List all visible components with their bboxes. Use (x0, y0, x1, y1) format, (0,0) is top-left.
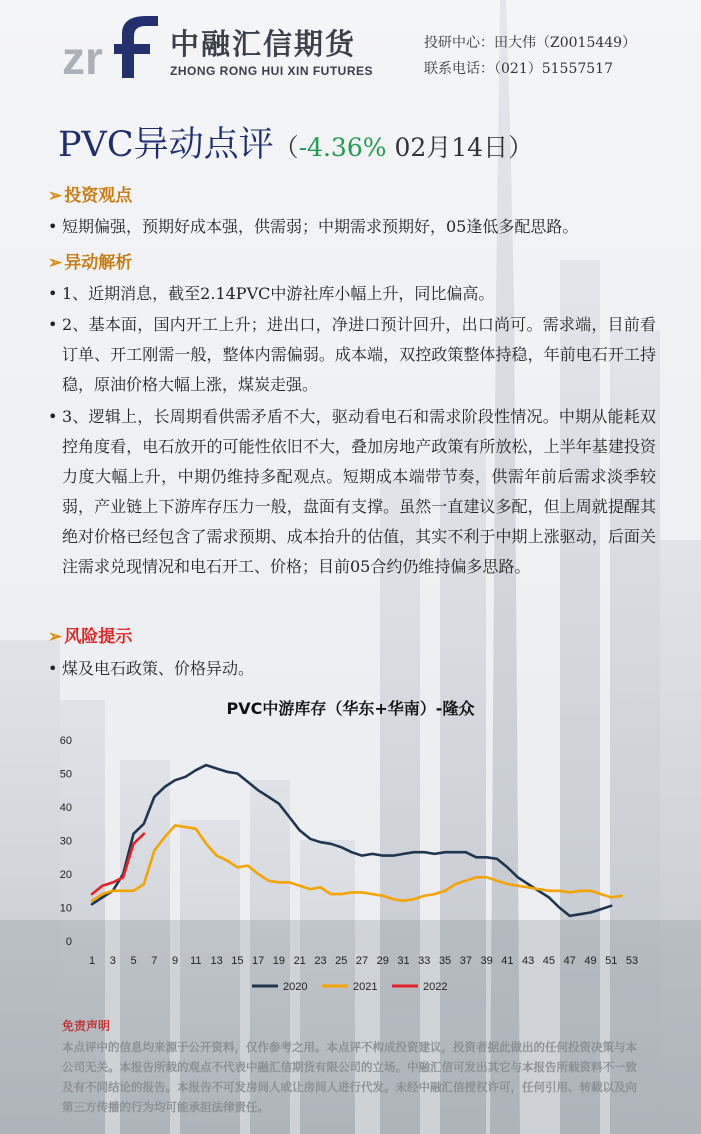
x-tick-label: 49 (584, 955, 597, 967)
price-change: -4.36% (298, 133, 387, 162)
section-heading-investment-view (48, 181, 132, 206)
y-tick-label: 40 (59, 802, 72, 814)
x-tick-label: 19 (272, 955, 286, 967)
x-tick-label: 51 (605, 955, 618, 967)
chart-title: PVC中游库存（华东+华南）-隆众 (226, 699, 475, 718)
list-item (48, 212, 656, 242)
legend-label-2020: 2020 (283, 981, 308, 993)
list-item (48, 310, 656, 400)
contact-info (424, 30, 636, 82)
logo-chinese-name: 中融汇信期货 (170, 27, 357, 61)
arrow-icon: ➢ (48, 186, 63, 206)
disclaimer-heading: 免责声明 (62, 1019, 111, 1033)
section-heading-anomaly-analysis (48, 248, 132, 273)
disclaimer-text: 本点评中的信息均来源于公开资料，仅作参考之用。本点评不构成投资建议，投资者据此做出的任何投资决策与本公司无关。本报告所载的观点不代表中融汇信期货有限公司的立场。中融汇信可发出其它与本报告所载资料不一致及有不同结论的报告。本报告不可发房间人或让房间人进行代发。未经中融汇信授权许可，任何引用、转载以及向第三方传播的行为均可能承担法律责任。 (62, 1040, 637, 1114)
series-line-2022 (92, 834, 144, 894)
x-tick-label: 15 (231, 955, 244, 967)
x-tick-label: 33 (418, 955, 431, 967)
y-tick-label: 10 (59, 902, 72, 915)
analyst-line: 投研中心：田大伟（Z0015449） (424, 35, 637, 51)
bullet-dot-icon: • (48, 407, 58, 426)
x-tick-label: 1 (88, 955, 96, 967)
bullet-text: 2、基本面，国内开工上升；进出口，净进口预计回升，出口尚可。需求端，目前看订单、开工刚需一般，整体内需偏弱。成本端，双控政策整体持稳，年前电石开工持稳，原油价格大幅上涨，煤炭走强。 (62, 315, 656, 394)
x-tick-label: 21 (293, 955, 306, 967)
x-tick-label: 25 (335, 955, 348, 967)
x-tick-label: 29 (376, 955, 389, 967)
title-paren-open: （ (273, 133, 299, 162)
y-tick-label: 60 (59, 735, 72, 747)
x-tick-label: 3 (109, 955, 116, 967)
arrow-icon: ➢ (48, 627, 63, 647)
phone-line: 联系电话：（021）51557517 (424, 61, 613, 77)
x-tick-label: 47 (563, 955, 576, 967)
logo-english-name: ZHONG RONG HUI XIN FUTURES (170, 64, 374, 78)
bullet-dot-icon: • (48, 315, 58, 334)
x-tick-label: 43 (522, 955, 535, 967)
x-tick-label: 9 (172, 955, 179, 967)
svg-text:zr: zr (62, 32, 103, 80)
x-tick-label: 27 (355, 955, 369, 967)
arrow-icon: ➢ (48, 253, 63, 273)
x-tick-label: 35 (438, 955, 452, 967)
bullet-dot-icon: • (48, 284, 58, 303)
zrf-logo-mark-icon (62, 14, 162, 80)
inventory-line-chart (40, 720, 650, 1000)
section-heading-risk (48, 622, 132, 647)
section-heading-text: 异动解析 (64, 253, 133, 273)
x-tick-label: 31 (397, 955, 410, 967)
x-tick-label: 23 (314, 955, 327, 967)
x-tick-label: 11 (190, 955, 202, 967)
title-main: PVC异动点评 (58, 125, 274, 165)
x-tick-label: 37 (459, 955, 472, 967)
bullet-text: 短期偏强，预期好成本强，供需弱；中期需求预期好，05逢低多配思路。 (62, 217, 579, 236)
bullet-dot-icon: • (48, 659, 58, 678)
legend-label-2021: 2021 (353, 981, 378, 993)
series-line-2021 (92, 825, 622, 900)
title-paren-close: ） (508, 133, 534, 162)
bullet-text: 3、逻辑上，长周期看供需矛盾不大，驱动看电石和需求阶段性情况。中期从能耗双控角度看，电石放开的可能性依旧不大，叠加房地产政策有所放松，上半年基建投资力度大幅上升，中期仍维持多配观点。短期成本端带节奏，供需年前后需求淡季较弱，产业链上下游库存压力一般，盘面有支撑。虽然一直建议多配，但上周就提醒其绝对价格已经包含了需求预期、成本抬升的估值，其实不利于中期上涨驱动，后面关注需求兑现情况和电石开工、价格；目前05合约仍维持偏多思路。 (62, 407, 656, 576)
y-tick-label: 0 (65, 936, 72, 948)
bullet-text: 煤及电石政策、价格异动。 (62, 659, 255, 678)
x-tick-label: 41 (501, 955, 514, 967)
x-tick-label: 39 (480, 955, 493, 967)
legend-label-2022: 2022 (423, 981, 448, 993)
bullet-dot-icon: • (48, 217, 58, 236)
company-logo (62, 14, 382, 84)
section-heading-text: 风险提示 (64, 627, 133, 647)
x-tick-label: 7 (151, 955, 158, 967)
section-heading-text: 投资观点 (64, 186, 133, 206)
page-title (58, 117, 533, 167)
title-date: 02月14日 (386, 133, 509, 162)
y-tick-label: 20 (59, 869, 72, 881)
list-item (48, 279, 656, 309)
x-tick-label: 5 (130, 955, 137, 967)
bullet-text: 1、近期消息，截至2.14PVC中游社库小幅上升，同比偏高。 (62, 284, 495, 303)
x-tick-label: 13 (210, 955, 223, 967)
x-tick-label: 45 (542, 955, 556, 967)
y-tick-label: 50 (59, 768, 72, 781)
x-tick-label: 17 (252, 955, 265, 967)
x-tick-label: 53 (625, 955, 639, 967)
list-item (48, 654, 656, 684)
y-tick-label: 30 (59, 835, 72, 848)
list-item (48, 402, 656, 582)
